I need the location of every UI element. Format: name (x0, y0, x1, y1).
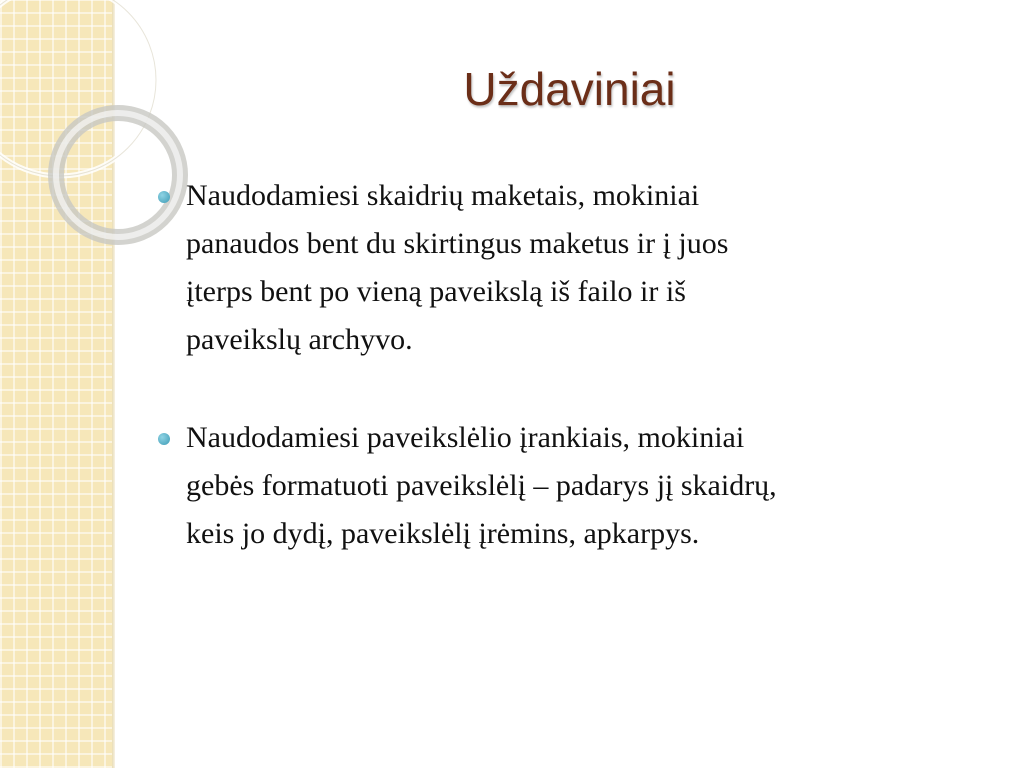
bullet-list (158, 172, 978, 608)
bullet-line: įterps bent po vieną paveikslą iš failo ir iš (186, 275, 686, 308)
bullet-line: Naudodamiesi skaidrių maketais, mokiniai (186, 179, 700, 212)
bullet-line: paveikslų archyvo. (186, 323, 413, 356)
bullet-line: panaudos bent du skirtingus maketus ir į juos (186, 227, 729, 260)
bullet-dot-icon (158, 433, 170, 445)
bullet-line: Naudodamiesi paveikslėlio įrankiais, mokiniai (186, 421, 745, 454)
decorative-grid-band (0, 0, 112, 768)
bullet-dot-icon (158, 191, 170, 203)
slide-title: Uždaviniai (463, 63, 676, 115)
bullet-item (158, 172, 978, 364)
bullet-line: keis jo dydį, paveikslėlį įrėmins, apkarpys. (186, 517, 700, 550)
bullet-line: gebės formatuoti paveikslėlį – padarys jį skaidrų, (186, 469, 777, 502)
bullet-item (158, 414, 978, 558)
